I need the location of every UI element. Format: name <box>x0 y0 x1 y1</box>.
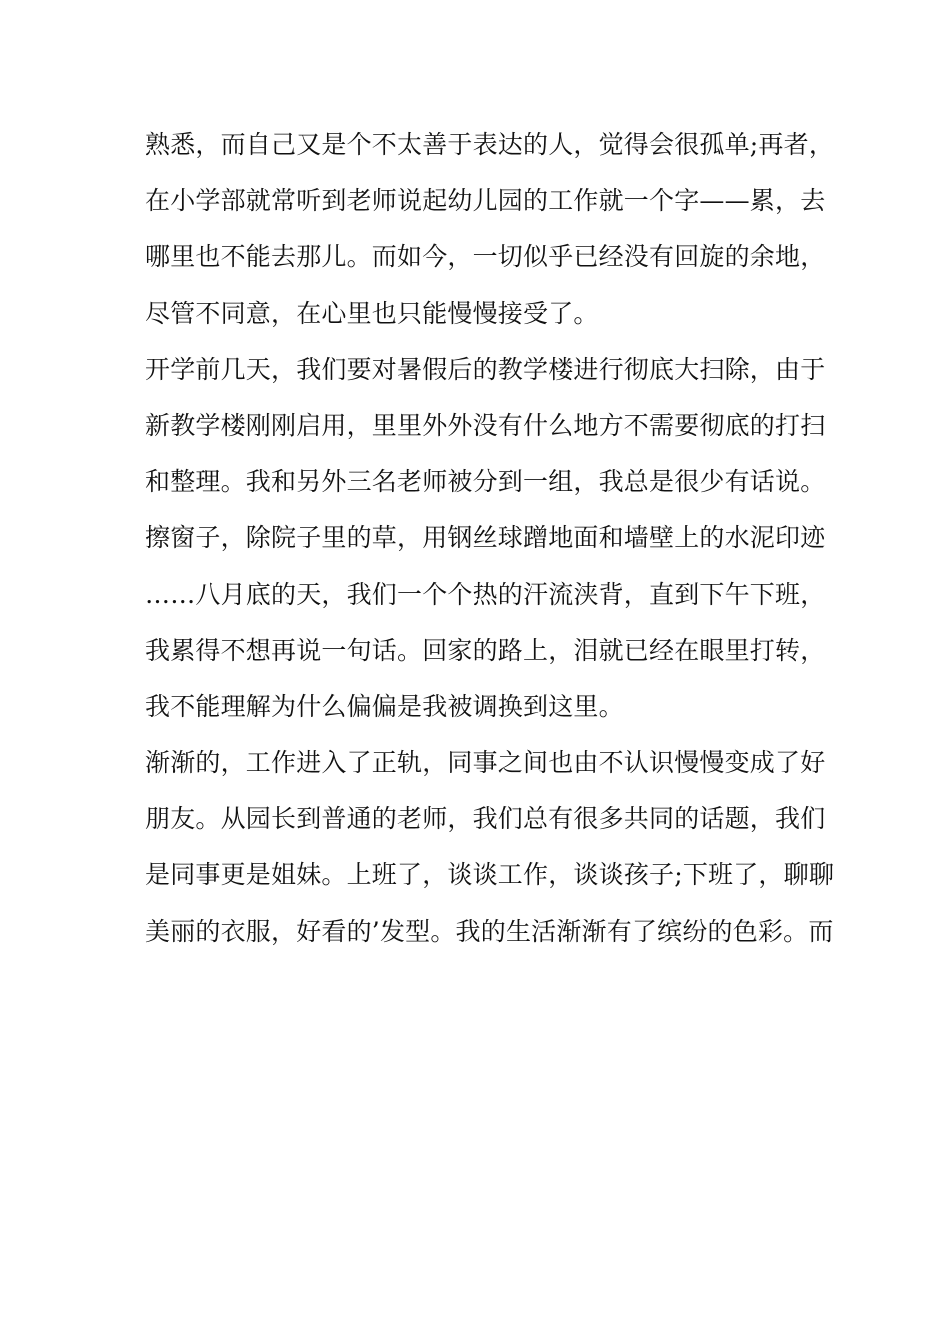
text-line: 熟悉，而自己又是个不太善于表达的人，觉得会很孤单;再者， <box>145 130 835 159</box>
text-line: 在小学部就常听到老师说起幼儿园的工作就一个字——累，去 <box>145 186 826 216</box>
text-line: 朋友。从园长到普通的老师，我们总有很多共同的话题，我们 <box>145 804 826 834</box>
text-line: 开学前几天，我们要对暑假后的教学楼进行彻底大扫除，由于 <box>145 354 826 384</box>
text-line: 新教学楼刚刚启用，里里外外没有什么地方不需要彻底的打扫 <box>145 410 826 440</box>
text-line: ……八月底的天，我们一个个热的汗流浃背，直到下午下班， <box>145 579 826 609</box>
text-line: 渐渐的，工作进入了正轨，同事之间也由不认识慢慢变成了好 <box>145 748 826 778</box>
text-line: 是同事更是姐妹。上班了，谈谈工作，谈谈孩子;下班了，聊聊 <box>145 860 835 890</box>
text-line: 擦窗子，除院子里的草，用钢丝球蹭地面和墙壁上的水泥印迹 <box>145 523 826 553</box>
document-body <box>145 123 835 966</box>
text-line: 和整理。我和另外三名老师被分到一组，我总是很少有话说。 <box>145 467 826 497</box>
text-line: 尽管不同意，在心里也只能慢慢接受了。 <box>145 298 599 328</box>
text-line: 哪里也不能去那儿。而如今，一切似乎已经没有回旋的余地， <box>145 242 826 272</box>
text-line: 我累得不想再说一句话。回家的路上，泪就已经在眼里打转， <box>145 635 826 665</box>
text-line: 美丽的衣服，好看的’发型。我的生活渐渐有了缤纷的色彩。而 <box>145 916 834 946</box>
text-line: 我不能理解为什么偏偏是我被调换到这里。 <box>145 691 624 721</box>
